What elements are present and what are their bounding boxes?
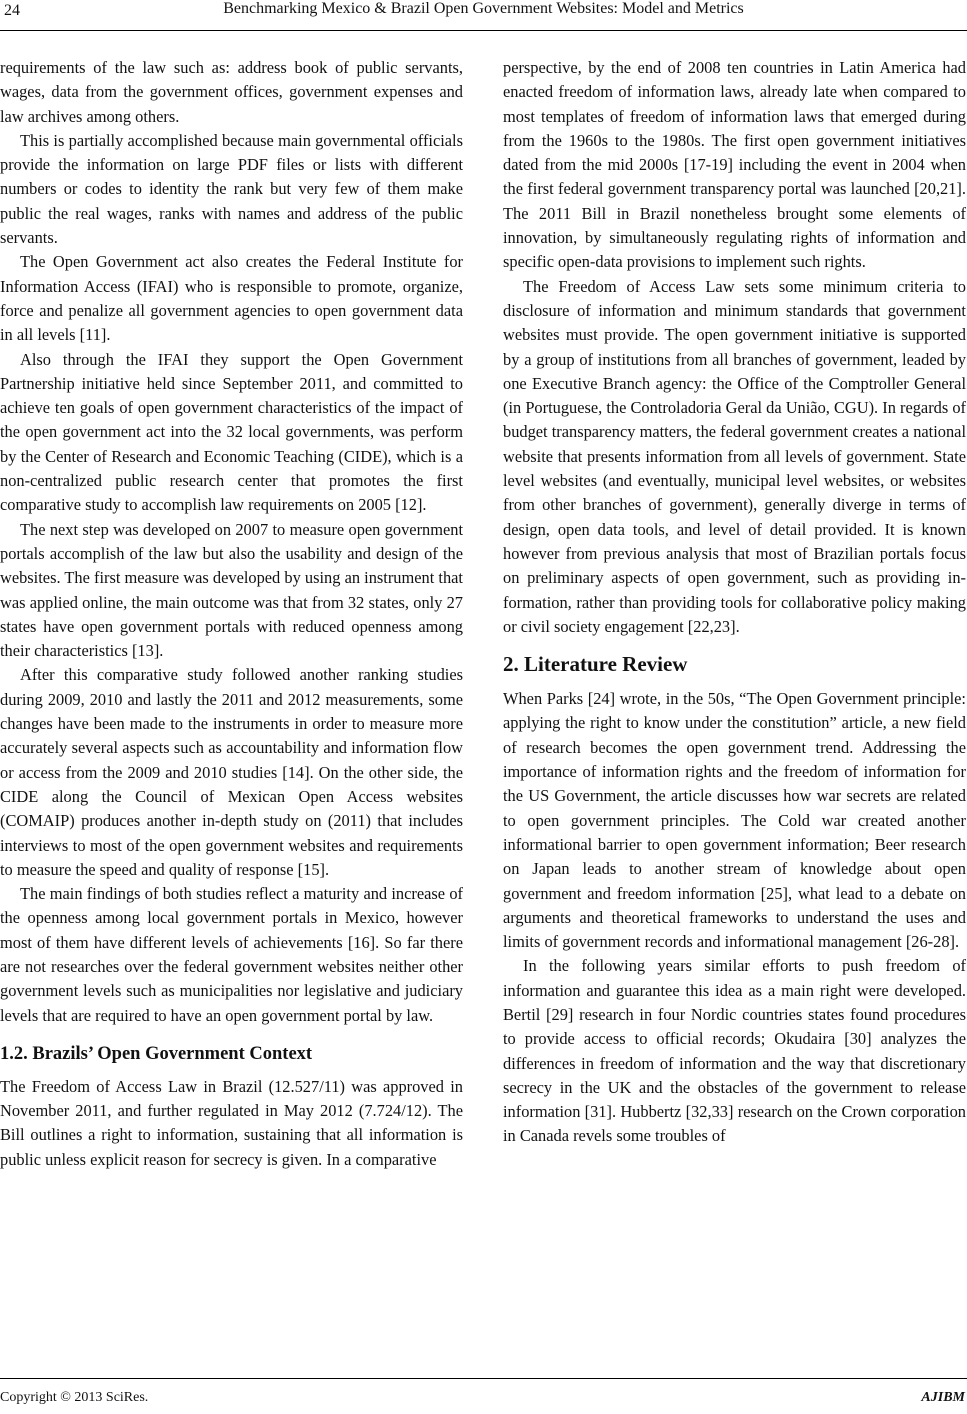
paragraph: The Open Government act also creates the Federal Institute for Information Access (IFAI) who is responsible to promote, organize, force and penalize all government agencies to open government data in all levels [11]. bbox=[0, 252, 463, 345]
left-column bbox=[0, 56, 463, 1172]
paragraph: The next step was developed on 2007 to measure open government portals accomplish of the law but also the usability and design of the websites. The first measure was developed by using an instrument that was applied online, the main outcome was that from 32 states, only 27 states have open government portals with reduced openness among their characteristics [13]. bbox=[0, 519, 463, 661]
page-number: 24 bbox=[4, 2, 20, 19]
section-heading: 2. Literature Review bbox=[503, 652, 688, 677]
paragraph: The Freedom of Access Law in Brazil (12.527/11) was approved in November 2011, and further regulated in May 2012 (7.724/12). The Bill outlines a right to information, sustaining that all information is public unless explicit reason for secrecy is given. In a comparative bbox=[0, 1076, 463, 1169]
copyright-notice: Copyright © 2013 SciRes. bbox=[0, 1390, 149, 1405]
paragraph: When Parks [24] wrote, in the 50s, “The Open Government principle: applying the right to know under the constitution” article, a new field of research becomes the open government trend. Addressing the importance of information rights and the freedom of information for the US Government, the article discusses how war secrets are related to open government principles. The Cold war created another informational barrier to open government information; Beer research on Japan leads to another stream of knowledge about open government and freedom information [25], what lead to a debate on arguments and theoretical frameworks to understand the uses and limits of government records and informational management [26-28]. bbox=[503, 689, 966, 952]
paragraph: In the following years similar efforts to push freedom of information and guarantee this idea as a main right were developed. Bertil [29] research in four Nordic countries states found procedures to provide access to official records; Okudaira [30] analyzes the differences in freedom of information and the way that discretionary secrecy in the UK and the obstacles of the government to release information [31]. Hubbertz [32,33] research on the Crown corporation in Canada revels some troubles of bbox=[503, 956, 966, 1146]
page-header bbox=[0, 0, 967, 31]
footer-divider bbox=[0, 1378, 967, 1379]
paragraph: The Freedom of Access Law sets some minimum criteria to disclosure of information and minimum standards that government websites must provide. The open government initiative is supported by a group of institutions from all branches of government, leaded by one Executive Branch agency: the Office of the Comptroller General (in Portuguese, the Controladoria Geral da União, CGU). In regards of budget transparency matters, the federal government creates a national website that presents information from all levels of government. State level websites (and eventually, municipal level websites, or websites from other branches of government), generally diverge in terms of design, open data tools, and level of detail provided. It is known however from previous analysis that most of Brazilian portals focus on preliminary aspects of open government, such as providing information, rather than providing tools for collaborative policy making or civil society engagement [22,23]. bbox=[503, 276, 966, 636]
section-heading: 1.2. Brazils’ Open Government Context bbox=[0, 1043, 313, 1064]
paragraph: This is partially accomplished because main governmental officials provide the information on large PDF files or lists with different numbers or codes to identity the rank but very few of them make public the real wages, ranks with names and address of the public servants. bbox=[0, 130, 463, 248]
right-column bbox=[503, 56, 966, 1149]
paragraph: perspective, by the end of 2008 ten countries in Latin America had enacted freedom of information laws, already late when compared to most templates of freedom of information laws that emerged during from the 1960s to the 1980s. The first open government initiatives dated from the mid 2000s [17-19] including the event in 2004 when the first federal government transparency portal was launched [20,21]. The 2011 Bill in Brazil nonetheless brought some elements of innovation, by simultaneously regulating rights of information and specific open-data provisions to implement such rights. bbox=[503, 58, 966, 272]
running-title: Benchmarking Mexico & Brazil Open Government Websites: Model and Metrics bbox=[223, 0, 744, 17]
paragraph: The main findings of both studies reflect a maturity and increase of the openness among local government portals in Mexico, however most of them have different levels of achievements [16]. So far there are not researches over the federal government websites neither other government levels such as municipalities nor legislative and judiciary levels that are required to have an open government portal by law. bbox=[0, 884, 463, 1025]
paragraph: After this comparative study followed another ranking studies during 2009, 2010 and lastly the 2011 and 2012 measurements, some changes have been made to the instruments in order to measure more accurately several aspects such as accountability and information flow or access from the 2009 and 2010 studies [14]. On the other side, the CIDE along the Council of Mexican Open Access websites (COMAIP) produces another in-depth study on (2011) that includes interviews to most of the open government websites and requirements to measure the speed and quality of response [15]. bbox=[0, 665, 463, 879]
journal-abbreviation: AJIBM bbox=[921, 1390, 965, 1405]
paragraph: Also through the IFAI they support the Open Government Partnership initiative held since September 2011, and committed to achieve ten goals of open government characteristics of the impact of the open government act into the 32 local governments, was perform by the Center of Research and Economic Teaching (CIDE), which is a non-centralized public research center that promotes the first comparative study to accomplish law requirements on 2005 [12]. bbox=[0, 349, 463, 515]
paragraph: requirements of the law such as: address book of public servants, wages, data from the government offices, government expenses and law archives among others. bbox=[0, 58, 463, 126]
